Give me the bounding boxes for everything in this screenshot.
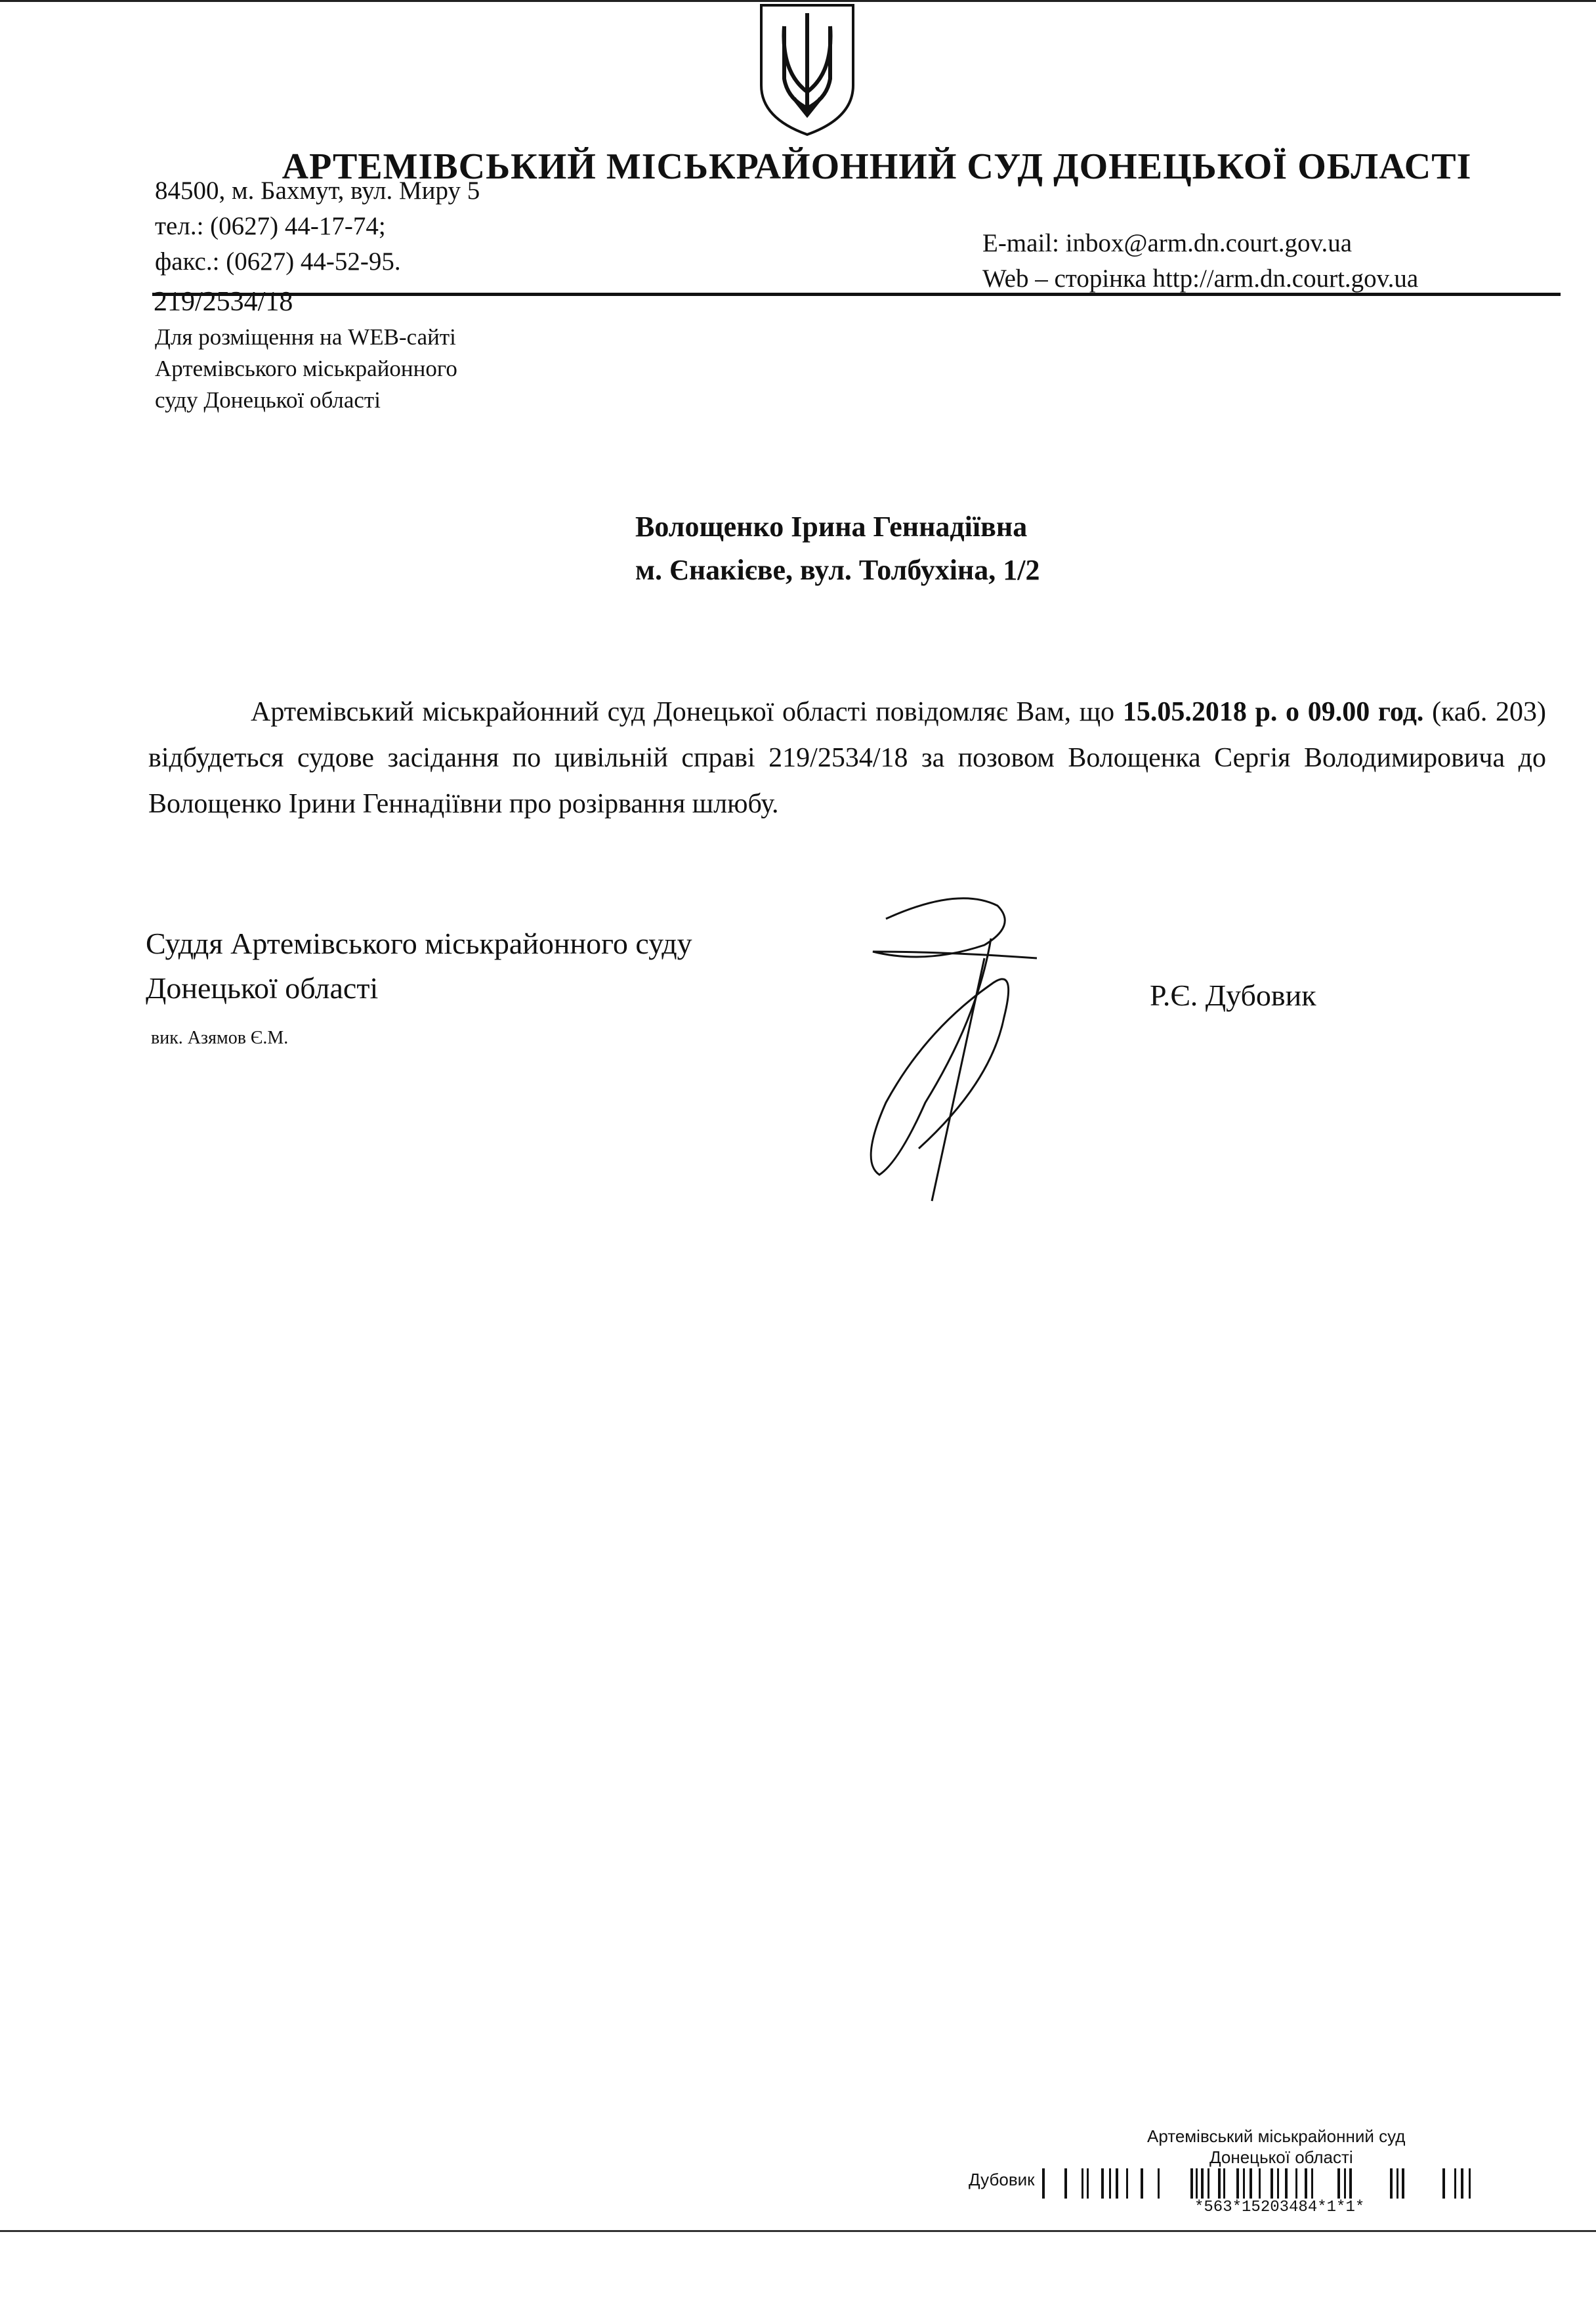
hearing-date: 15.05.2018 р. о	[1122, 697, 1300, 727]
trident-emblem-icon	[748, 0, 866, 138]
court-address: 84500, м. Бахмут, вул. Миру 5	[155, 177, 480, 205]
notice-text: Артемівський міськрайонний суд Донецької області повідомляє Вам, що	[251, 697, 1115, 727]
addressee-address: м. Єнакієве, вул. Толбухіна, 1/2	[635, 554, 1040, 586]
judge-name: Р.Є. Дубовик	[1150, 979, 1316, 1012]
court-phone: тел.: (0627) 44-17-74;	[155, 212, 386, 240]
addressee	[635, 505, 1040, 592]
stamp-judge-name: Дубовик	[969, 2170, 1035, 2189]
handwritten-signature	[847, 886, 1070, 1214]
bottom-border	[0, 2230, 1596, 2232]
stamp-court-line: Артемівський міськрайонний суд	[1147, 2126, 1406, 2146]
web-note-line: Для розміщення на WEB-сайті	[155, 324, 456, 350]
hearing-time: 09.00 год.	[1307, 697, 1424, 727]
barcode-number: *563*15203484*1*1*	[1194, 2199, 1365, 2216]
judge-title-line: Суддя Артемівського міськрайонного суду	[146, 927, 692, 960]
executor: вик. Азямов Є.М.	[151, 1028, 289, 1048]
notice-body	[148, 689, 1546, 827]
judge-title-line: Донецької області	[146, 971, 379, 1005]
court-contacts	[155, 173, 480, 280]
addressee-name: Волощенко Ірина Геннадіївна	[635, 511, 1028, 543]
court-online-contacts	[982, 226, 1418, 297]
web-note	[155, 322, 457, 416]
judge-title	[146, 921, 692, 1011]
court-email: E-mail: inbox@arm.dn.court.gov.ua	[982, 229, 1353, 257]
court-fax: факс.: (0627) 44-52-95.	[155, 247, 401, 276]
header-divider	[152, 293, 1561, 296]
case-number: 219/2534/18	[154, 287, 293, 317]
notice-text-continued: (каб. 203) відбудеться судове засідання по цивільній справі 219/2534/18 за позовом Волощенка Сергія Володимировича до Волощенко Ірини Геннадіївни про розірвання шлюбу.	[148, 697, 1547, 819]
web-note-line: суду Донецької області	[155, 387, 381, 413]
web-note-line: Артемівського міськрайонного	[155, 356, 457, 381]
court-web: Web – сторінка http://arm.dn.court.gov.ua	[982, 264, 1419, 293]
court-title: АРТЕМІВСЬКИЙ МІСЬКРАЙОННИЙ СУД ДОНЕЦЬКОЇ ОБЛАСТІ	[282, 146, 1472, 187]
stamp-region-line: Донецької області	[1209, 2147, 1353, 2167]
